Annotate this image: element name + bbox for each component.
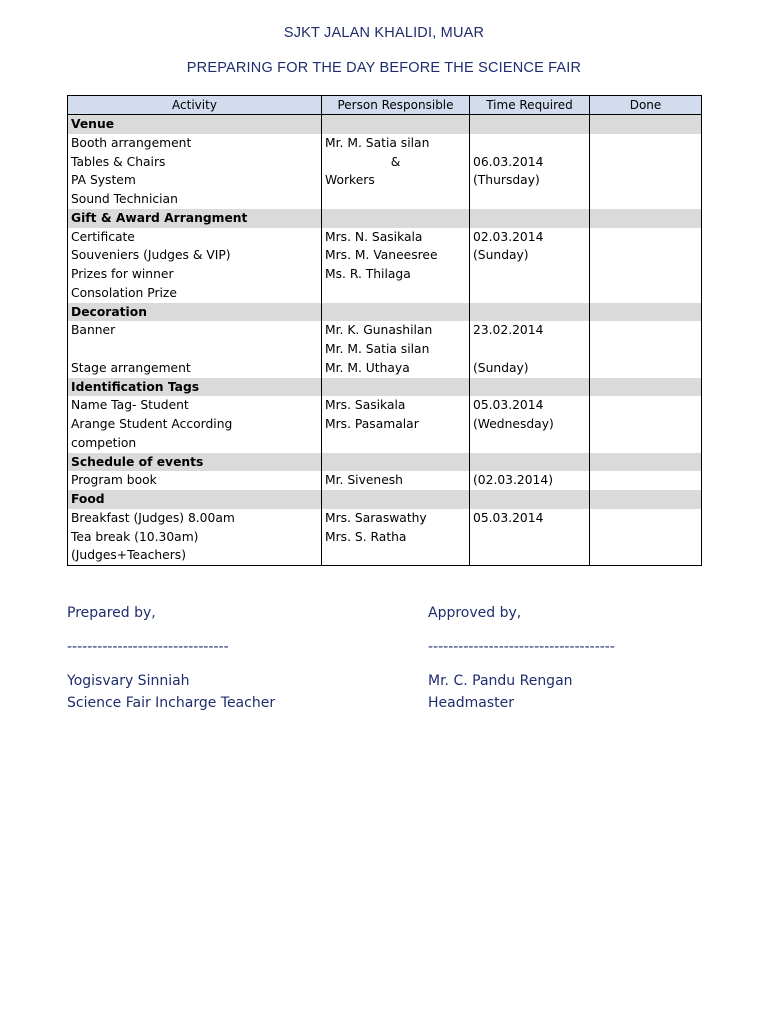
cell-person bbox=[322, 378, 470, 397]
cell-person bbox=[322, 434, 470, 453]
cell-done bbox=[590, 115, 702, 134]
cell-activity: Identification Tags bbox=[68, 378, 322, 397]
cell-activity: Tables & Chairs bbox=[68, 153, 322, 172]
cell-done bbox=[590, 190, 702, 209]
table-body bbox=[68, 115, 702, 566]
school-title: SJKT JALAN KHALIDI, MUAR bbox=[283, 25, 485, 41]
table-row bbox=[68, 509, 702, 528]
cell-time bbox=[470, 546, 590, 565]
cell-done bbox=[590, 509, 702, 528]
approved-signature-line: ------------------------------------- bbox=[428, 639, 615, 655]
table-row bbox=[68, 359, 702, 378]
cell-done bbox=[590, 490, 702, 509]
approved-role: Headmaster bbox=[428, 695, 514, 711]
cell-person bbox=[322, 303, 470, 322]
section-row bbox=[68, 209, 702, 228]
prepared-name: Yogisvary Sinniah bbox=[67, 673, 190, 689]
cell-activity: Booth arrangement bbox=[68, 134, 322, 153]
cell-done bbox=[590, 340, 702, 359]
cell-time bbox=[470, 265, 590, 284]
cell-activity: Program book bbox=[68, 471, 322, 490]
cell-time: 05.03.2014 bbox=[470, 509, 590, 528]
cell-done bbox=[590, 153, 702, 172]
table-row bbox=[68, 153, 702, 172]
prepared-by-block bbox=[67, 602, 275, 714]
cell-person: Mrs. Pasamalar bbox=[322, 415, 470, 434]
cell-activity: Schedule of events bbox=[68, 453, 322, 472]
section-row bbox=[68, 378, 702, 397]
cell-time bbox=[470, 528, 590, 547]
section-row bbox=[68, 303, 702, 322]
schedule-table bbox=[67, 95, 702, 566]
column-header-done: Done bbox=[590, 96, 702, 115]
cell-done bbox=[590, 415, 702, 434]
cell-time bbox=[470, 490, 590, 509]
cell-person: Mr. M. Uthaya bbox=[322, 359, 470, 378]
cell-activity: Stage arrangement bbox=[68, 359, 322, 378]
cell-done bbox=[590, 134, 702, 153]
prepared-role: Science Fair Incharge Teacher bbox=[67, 695, 276, 711]
cell-person: Workers bbox=[322, 171, 470, 190]
cell-person bbox=[322, 490, 470, 509]
approved-by-block bbox=[428, 602, 615, 714]
cell-activity: Banner bbox=[68, 321, 322, 340]
table-row bbox=[68, 396, 702, 415]
cell-activity: Gift & Award Arrangment bbox=[68, 209, 322, 228]
cell-person bbox=[322, 284, 470, 303]
cell-done bbox=[590, 396, 702, 415]
cell-activity: Venue bbox=[68, 115, 322, 134]
approved-by-label: Approved by, bbox=[428, 605, 522, 621]
cell-person: Mrs. Saraswathy bbox=[322, 509, 470, 528]
cell-person bbox=[322, 190, 470, 209]
cell-activity: PA System bbox=[68, 171, 322, 190]
table-row bbox=[68, 434, 702, 453]
prepared-by-label: Prepared by, bbox=[67, 605, 156, 621]
table-row bbox=[68, 321, 702, 340]
cell-activity: competion bbox=[68, 434, 322, 453]
cell-time: 06.03.2014 bbox=[470, 153, 590, 172]
cell-activity: (Judges+Teachers) bbox=[68, 546, 322, 565]
cell-time bbox=[470, 209, 590, 228]
cell-activity: Certificate bbox=[68, 228, 322, 247]
table-row bbox=[68, 415, 702, 434]
column-header-activity: Activity bbox=[68, 96, 322, 115]
table-row bbox=[68, 528, 702, 547]
cell-person: Mrs. S. Ratha bbox=[322, 528, 470, 547]
cell-done bbox=[590, 284, 702, 303]
cell-person bbox=[322, 546, 470, 565]
cell-time bbox=[470, 115, 590, 134]
table-row bbox=[68, 546, 702, 565]
table-row bbox=[68, 265, 702, 284]
cell-time bbox=[470, 434, 590, 453]
cell-activity bbox=[68, 340, 322, 359]
table-row bbox=[68, 284, 702, 303]
cell-person: Mrs. Sasikala bbox=[322, 396, 470, 415]
cell-done bbox=[590, 434, 702, 453]
cell-activity: Consolation Prize bbox=[68, 284, 322, 303]
table-row bbox=[68, 190, 702, 209]
cell-done bbox=[590, 265, 702, 284]
cell-time bbox=[470, 340, 590, 359]
cell-activity: Arange Student According bbox=[68, 415, 322, 434]
cell-person: Mr. M. Satia silan bbox=[322, 134, 470, 153]
cell-activity: Name Tag- Student bbox=[68, 396, 322, 415]
cell-person: Mr. K. Gunashilan bbox=[322, 321, 470, 340]
cell-time bbox=[470, 378, 590, 397]
cell-time bbox=[470, 284, 590, 303]
section-row bbox=[68, 453, 702, 472]
section-row bbox=[68, 490, 702, 509]
cell-person: Ms. R. Thilaga bbox=[322, 265, 470, 284]
cell-time: (Sunday) bbox=[470, 246, 590, 265]
table-header-row bbox=[68, 96, 702, 115]
cell-activity: Decoration bbox=[68, 303, 322, 322]
table-row bbox=[68, 171, 702, 190]
section-row bbox=[68, 115, 702, 134]
cell-person bbox=[322, 209, 470, 228]
prepared-signature-line: -------------------------------- bbox=[67, 639, 229, 655]
cell-time: 23.02.2014 bbox=[470, 321, 590, 340]
cell-time bbox=[470, 303, 590, 322]
cell-done bbox=[590, 546, 702, 565]
cell-done bbox=[590, 246, 702, 265]
column-header-time: Time Required bbox=[470, 96, 590, 115]
table-row bbox=[68, 471, 702, 490]
cell-time: 05.03.2014 bbox=[470, 396, 590, 415]
cell-done bbox=[590, 321, 702, 340]
cell-person: Mrs. M. Vaneesree bbox=[322, 246, 470, 265]
cell-done bbox=[590, 228, 702, 247]
cell-person bbox=[322, 115, 470, 134]
cell-activity: Tea break (10.30am) bbox=[68, 528, 322, 547]
cell-time bbox=[470, 190, 590, 209]
cell-time: (Sunday) bbox=[470, 359, 590, 378]
table-row bbox=[68, 228, 702, 247]
cell-activity: Souveniers (Judges & VIP) bbox=[68, 246, 322, 265]
cell-time bbox=[470, 453, 590, 472]
cell-person: & bbox=[322, 153, 470, 172]
cell-done bbox=[590, 453, 702, 472]
cell-time: (02.03.2014) bbox=[470, 471, 590, 490]
column-header-person: Person Responsible bbox=[322, 96, 470, 115]
cell-time bbox=[470, 134, 590, 153]
approved-name: Mr. C. Pandu Rengan bbox=[428, 673, 573, 689]
cell-activity: Sound Technician bbox=[68, 190, 322, 209]
cell-person: Mr. Sivenesh bbox=[322, 471, 470, 490]
cell-activity: Food bbox=[68, 490, 322, 509]
cell-person: Mr. M. Satia silan bbox=[322, 340, 470, 359]
table-row bbox=[68, 246, 702, 265]
document-subtitle: PREPARING FOR THE DAY BEFORE THE SCIENCE FAIR bbox=[186, 60, 582, 76]
cell-done bbox=[590, 378, 702, 397]
cell-person bbox=[322, 453, 470, 472]
cell-activity: Prizes for winner bbox=[68, 265, 322, 284]
cell-time: (Thursday) bbox=[470, 171, 590, 190]
cell-done bbox=[590, 171, 702, 190]
cell-time: (Wednesday) bbox=[470, 415, 590, 434]
cell-time: 02.03.2014 bbox=[470, 228, 590, 247]
cell-done bbox=[590, 471, 702, 490]
cell-done bbox=[590, 528, 702, 547]
table-row bbox=[68, 134, 702, 153]
cell-activity: Breakfast (Judges) 8.00am bbox=[68, 509, 322, 528]
cell-done bbox=[590, 359, 702, 378]
cell-done bbox=[590, 209, 702, 228]
cell-person: Mrs. N. Sasikala bbox=[322, 228, 470, 247]
table-row bbox=[68, 340, 702, 359]
cell-done bbox=[590, 303, 702, 322]
